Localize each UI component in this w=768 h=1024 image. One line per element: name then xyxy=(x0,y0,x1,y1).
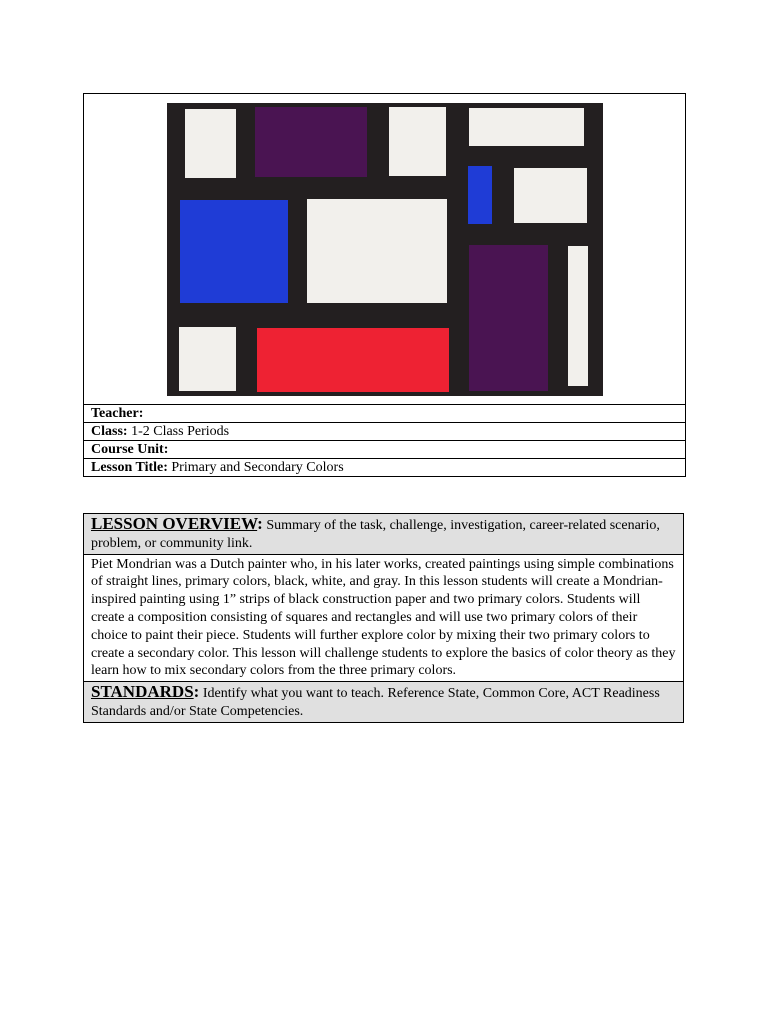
teacher-row xyxy=(84,405,686,423)
standards-heading-colon: : xyxy=(193,682,200,702)
standards-heading: STANDARDS xyxy=(91,682,194,702)
lesson-overview-heading-colon: : xyxy=(257,514,263,533)
lesson-info-table xyxy=(83,93,686,477)
mondrian-painting-image xyxy=(167,103,603,396)
lesson-overview-heading: LESSON OVERVIEW xyxy=(91,514,258,533)
course-unit-row xyxy=(84,441,686,459)
course-unit-label: Course Unit: xyxy=(91,442,169,457)
artwork-cell xyxy=(84,94,686,405)
lesson-title-label: Lesson Title: xyxy=(91,460,168,475)
lesson-title-row xyxy=(84,459,686,477)
standards-prompt: Identify what you want to teach. Reference State, Common Core, ACT Readiness Standards and/or State Competencies. xyxy=(91,686,660,719)
lesson-overview-prompt: Summary of the task, challenge, investigation, career-related scenario, problem, or community link. xyxy=(91,518,660,551)
standards-header xyxy=(84,682,684,723)
lesson-overview-header xyxy=(84,514,684,555)
lesson-title-value: Primary and Secondary Colors xyxy=(167,460,344,475)
class-row xyxy=(84,423,686,441)
class-value: 1-2 Class Periods xyxy=(127,424,230,439)
lesson-overview-table xyxy=(83,513,684,723)
teacher-label: Teacher: xyxy=(91,406,144,421)
class-label: Class: xyxy=(91,424,128,439)
lesson-overview-body: Piet Mondrian was a Dutch painter who, in his later works, created paintings using simple combinations of straight lines, primary colors, black, white, and gray. In this lesson students will create a Mondrian-inspired painting using 1” strips of black construction paper and two primary colors. Students will create a composition consisting of squares and rectangles and will use two primary colors of their choice to paint their piece. Students will further explore color by mixing their two primary colors to create a secondary color. This lesson will challenge students to explore the basics of color theory as they learn how to mix secondary colors from the three primary colors. xyxy=(84,554,684,682)
